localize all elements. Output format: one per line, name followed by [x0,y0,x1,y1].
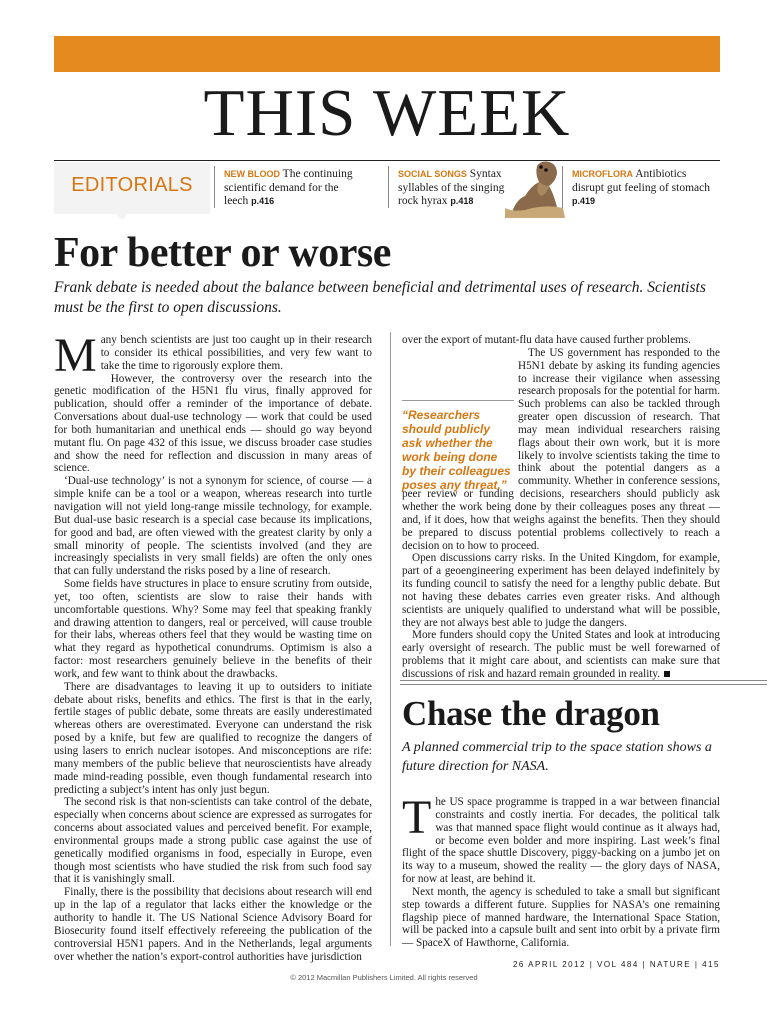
column-divider [390,332,391,946]
section-rule [400,680,767,681]
teaser-page: p.418 [450,196,474,206]
header-rule [54,160,720,161]
teaser-kicker: NEW BLOOD [224,169,280,179]
drop-cap: T [402,791,432,844]
article-column-right [402,334,720,681]
pull-quote-rule [402,400,514,401]
section-rule [400,684,767,685]
body-paragraph: There are disadvantages to leaving it up to outsiders to initiate debate about risks, benefits and ethics. The first is that in the early, fertile stages of public debate, some threats are easily underestimated whereas others are overestimated. Everyone can understand the risk posed by a knife, but few are qualified to recognize the dangers of using lasers to enrich nuclear isotopes. And misconceptions are rife: many members of the public believe that neuroscientists have already made mind-reading possible, even though fundamental research into predicting a subject’s intent has only just begun. [54,680,372,796]
article-headline: For better or worse [54,230,391,276]
body-paragraph: The second risk is that non-scientists can take control of the debate, especially when concerns about science are expressed as surrogates for concerns about associated values and perceived benefit. For example, environmental groups made a strong public case against the use of genetically modified organisms in food, especially in Europe, even though most scientists who have studied the risk from such food say that it is vanishingly small. [54,796,372,886]
teaser-new-blood[interactable] [224,168,364,209]
teaser-social-songs[interactable] [398,168,516,209]
drop-cap: M [54,329,97,382]
body-paragraph: The US government has responded to the H5N1 debate by asking its funding agencies to increase their vigilance when assessing research proposals for the potential for harm. Such problems can also be tackled through greater open discussion of research. That may mean individual researchers raising flags about their own work, but it is more likely to involve scientists taking the time to think about the potential dangers as a community. Whether in conference sessions, peer review or funding decisions, researchers should publicly ask whether the work being done by their colleagues poses any threat — and, if it does, how that weighs against the benefits. Then they should be prepared to discuss potential problems collectively to reach a decision on to how to proceed. [402,346,720,552]
article2-standfirst: A planned commercial trip to the space station shows a future direction for NASA. [402,740,712,774]
end-mark [664,671,670,677]
body-paragraph: Finally, there is the possibility that decisions about research will end up in the lap of a regulator that lacks either the knowledge or the authority to handle it. The US National Science Advisory Board for Biosecurity found itself effectively refereeing the publication of the controversial H5N1 papers. And in the Netherlands, legal arguments over whether the nation’s export-control authorities have jurisdiction [54,886,372,963]
header-color-bar [54,36,720,72]
teaser-text: Syntax syllables of the singing rock hyrax [398,168,505,207]
body-paragraph: Next month, the agency is scheduled to take a small but significant step towards a different future. Supplies for NASA’s one remaining flagship piece of manned hardware, the International Space Station, will be packed into a capsule built and sent into orbit by a private firm — SpaceX of Hawthorne, California. [402,885,720,950]
teaser-page: p.416 [251,196,275,206]
section-label-box [54,162,210,214]
body-paragraph: More funders should copy the United States and look at introducing early oversight of research. The public must be well forewarned of problems that it might care about, and scientists can make sure that discussions of risk and hazard remain grounded in reality. [402,629,720,680]
article2-headline: Chase the dragon [402,694,660,733]
section-label-notch [114,212,130,220]
teaser-text: The continuing scientific demand for the leech [224,168,353,207]
body-paragraph: over the export of mutant-flu data have caused further problems. [402,334,691,346]
masthead-title: THIS WEEK [203,76,571,150]
pull-quote: “Researchers should publicly ask whether the work being done by their colleagues poses any threat.” [402,408,511,492]
teaser-page: p.419 [572,196,596,206]
teaser-divider [388,166,389,208]
teaser-divider [214,166,215,208]
body-paragraph: ‘Dual-use technology’ is not a synonym for science, of course — a simple knife can be a tool or a weapon, whereas research into turtle navigation will not yield long-range missile technology, for example. But dual-use basic research is a special case because its implications, for good and bad, are often viewed with the greatest clarity by only a small minority of people. The scientists involved (and they are increasingly specialists in very small fields) are often the only ones that can fully understand the risks posed by a line of research. [54,475,372,578]
body-paragraph: The US space programme is trapped in a war between financial constraints and costly inertia. For decades, the political talk was that manned space flight would continue as it always had, or become even bolder and more inspiring. Last week’s final flight of the space shuttle Discovery, piggy-backing on a jumbo jet on its way to a museum, showed the reality — the glory days of NASA, for now at least, are behind it. [402,791,720,886]
teaser-divider [562,166,563,208]
copyright-line: © 2012 Macmillan Publishers Limited. All rights reserved [290,973,478,982]
section-label: EDITORIALS [71,174,193,196]
article-column-left [54,329,372,963]
teaser-kicker: SOCIAL SONGS [398,169,467,179]
body-paragraph: Open discussions carry risks. In the United Kingdom, for example, part of a geoengineering experiment has been delayed indefinitely by its funding council to satisfy the need for a lengthy public debate. But not having these debates carries even greater risks. And although scientists are uniquely qualified to understand what will be possible, they are not always best able to judge the dangers. [402,552,720,629]
body-paragraph: However, the controversy over the research into the genetic modification of the H5N1 flu virus, finally approved for publication, should offer a reminder of the importance of debate. Conversations about dual-use technology — work that could be used for both humanitarian and unethical ends — should go way beyond mutant flu. On page 432 of this issue, we discuss broader case studies and show the need for reflection and discussion in many areas of science. [54,372,372,475]
body-paragraph: Some fields have structures in place to ensure scrutiny from outside, yet, too often, scientists are slow to raise their hands with uncomfortable questions. Why? Some may feel that speaking frankly and drawing attention to dangers, real or perceived, will cause trouble for their labs, whereas others feel that they would be wasting time on what they regard as hypothetical conundrums. Optimism is also a factor: most researchers genuinely believe in the benefits of their work, and few want to think about the drawbacks. [54,578,372,680]
article2-body [402,791,720,950]
teaser-microflora[interactable] [572,168,712,209]
rock-hyrax-photo [505,156,565,218]
teaser-text: Antibiotics disrupt gut feeling of stomach [572,168,710,194]
page-folio: 26 APRIL 2012 | VOL 484 | NATURE | 415 [512,960,720,969]
body-paragraph: Many bench scientists are just too caught up in their research to consider its ethical possibilities, and very few want to take the time to rigorously explore them. [54,329,372,382]
article-standfirst: Frank debate is needed about the balance between beneficial and detrimental uses of research. Scientists must be the first to open discussions. [54,279,706,316]
teaser-kicker: MICROFLORA [572,169,633,179]
